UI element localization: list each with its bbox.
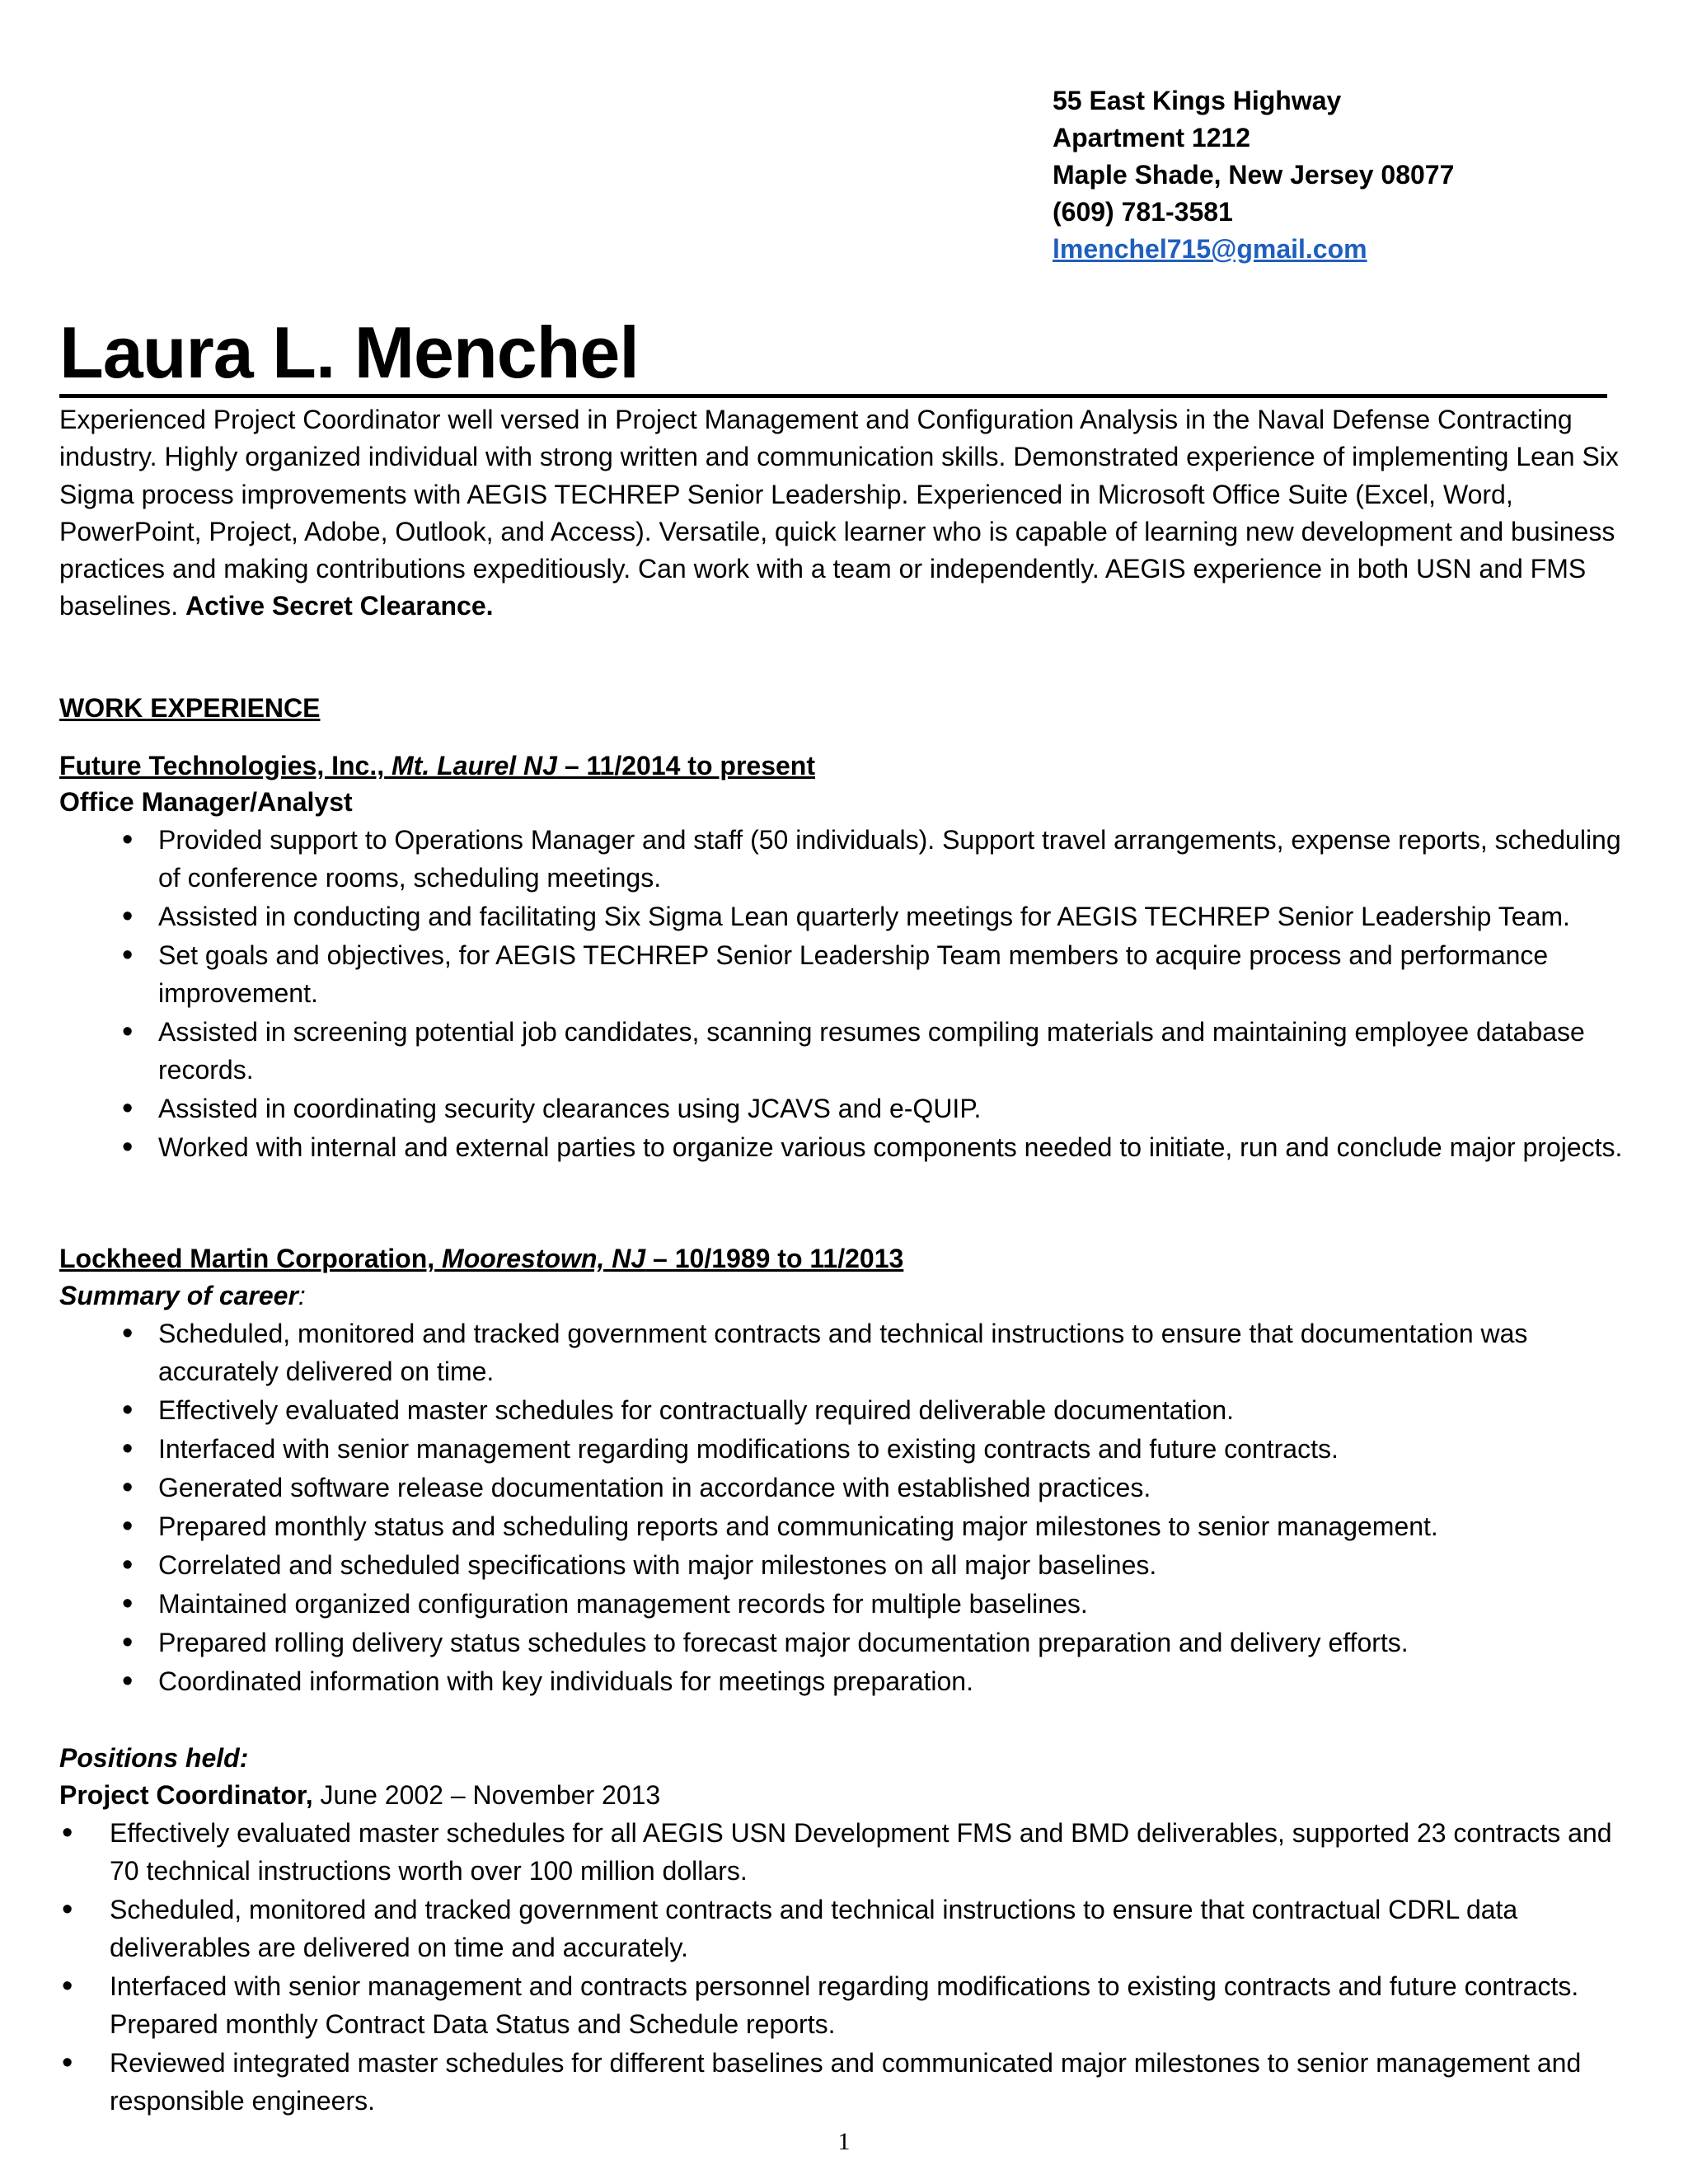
- list-item: • Effectively evaluated master schedules for contractually required deliverable documentation.: [158, 1391, 1634, 1429]
- list-item: • Assisted in screening potential job candidates, scanning resumes compiling materials and maintaining employee database records.: [158, 1013, 1634, 1089]
- company-location: Moorestown, NJ: [442, 1244, 646, 1273]
- list-item: • Set goals and objectives, for AEGIS TECHREP Senior Leadership Team members to acquire process and performance improvement.: [158, 936, 1634, 1012]
- job-dates: – 11/2014 to present: [556, 751, 815, 780]
- address-city: Maple Shade, New Jersey 08077: [1053, 160, 1455, 190]
- list-item: • Generated software release documentation in accordance with established practices.: [158, 1469, 1634, 1507]
- job-title: Office Manager/Analyst: [59, 787, 353, 817]
- address-street: 55 East Kings Highway: [1053, 86, 1342, 115]
- list-item: • Assisted in coordinating security clearances using JCAVS and e-QUIP.: [158, 1090, 1634, 1127]
- clearance-text: Active Secret Clearance.: [185, 591, 494, 621]
- work-experience-heading: WORK EXPERIENCE: [59, 693, 321, 723]
- company-location: Mt. Laurel NJ: [392, 751, 557, 780]
- positions-heading: Positions held:: [59, 1743, 249, 1773]
- job-bullets-lockheed-martin: [158, 1315, 1634, 1701]
- career-summary-label: Summary of career:: [59, 1281, 306, 1310]
- list-item: • Assisted in conducting and facilitating Six Sigma Lean quarterly meetings for AEGIS TECHREP Senior Leadership Team.: [158, 898, 1634, 935]
- position-title: Project Coordinator, June 2002 – November 2013: [59, 1780, 661, 1810]
- job-bullets-future-technologies: [158, 821, 1634, 1167]
- list-item: • Prepared rolling delivery status schedules to forecast major documentation preparation and delivery efforts.: [158, 1624, 1634, 1661]
- company-name: Lockheed Martin Corporation,: [59, 1244, 435, 1273]
- candidate-name: Laura L. Menchel: [59, 312, 1607, 398]
- address-apartment: Apartment 1212: [1053, 123, 1251, 152]
- company-name: Future Technologies, Inc.,: [59, 751, 385, 780]
- list-item: • Correlated and scheduled specifications with major milestones on all major baselines.: [158, 1546, 1634, 1584]
- list-item: • Coordinated information with key individuals for meetings preparation.: [158, 1662, 1634, 1700]
- list-item: • Worked with internal and external parties to organize various components needed to initiate, run and conclude major projects.: [158, 1128, 1634, 1166]
- list-item: • Scheduled, monitored and tracked government contracts and technical instructions to ensure that documentation was accurately delivered on time.: [158, 1315, 1634, 1390]
- list-item: • Interfaced with senior management regarding modifications to existing contracts and future contracts.: [158, 1430, 1634, 1468]
- job-header-future-technologies: [59, 748, 815, 785]
- list-item: • Maintained organized configuration management records for multiple baselines.: [158, 1585, 1634, 1623]
- email-link[interactable]: lmenchel715@gmail.com: [1053, 234, 1367, 264]
- list-item: • Effectively evaluated master schedules for all AEGIS USN Development FMS and BMD deliverables, supported 23 contracts and 70 technical instructions worth over 100 million dollars.: [110, 1814, 1634, 1890]
- list-item: • Reviewed integrated master schedules for different baselines and communicated major milestones to senior management and responsible engineers.: [110, 2044, 1634, 2120]
- phone-number: (609) 781-3581: [1053, 197, 1233, 227]
- list-item: • Prepared monthly status and scheduling reports and communicating major milestones to senior management.: [158, 1507, 1634, 1545]
- profile-summary: [59, 401, 1625, 626]
- position-bullets: [110, 1814, 1634, 2121]
- page-number: 1: [837, 2128, 851, 2155]
- list-item: • Interfaced with senior management and contracts personnel regarding modifications to existing contracts and future contracts. Prepared monthly Contract Data Status and Schedule reports.: [110, 1967, 1634, 2043]
- contact-block: [1053, 82, 1454, 268]
- list-item: • Provided support to Operations Manager and staff (50 individuals). Support travel arrangements, expense reports, scheduling of conference rooms, scheduling meetings.: [158, 821, 1634, 897]
- job-header-lockheed-martin: [59, 1240, 903, 1277]
- list-item: • Scheduled, monitored and tracked government contracts and technical instructions to ensure that contractual CDRL data deliverables are delivered on time and accurately.: [110, 1891, 1634, 1966]
- summary-text: Experienced Project Coordinator well versed in Project Management and Configuration Analysis in the Naval Defense Contracting industry. Highly organized individual with strong written and communication skills. Demonstrated experience of implementing Lean Six Sigma process improvements with AEGIS TECHREP Senior Leadership. Experienced in Microsoft Office Suite (Excel, Word, PowerPoint, Project, Adobe, Outlook, and Access). Versatile, quick learner who is capable of learning new development and business practices and making contributions expeditiously. Can work with a team or independently. AEGIS experience in both USN and FMS baselines.: [59, 405, 1619, 621]
- job-dates: – 10/1989 to 11/2013: [645, 1244, 904, 1273]
